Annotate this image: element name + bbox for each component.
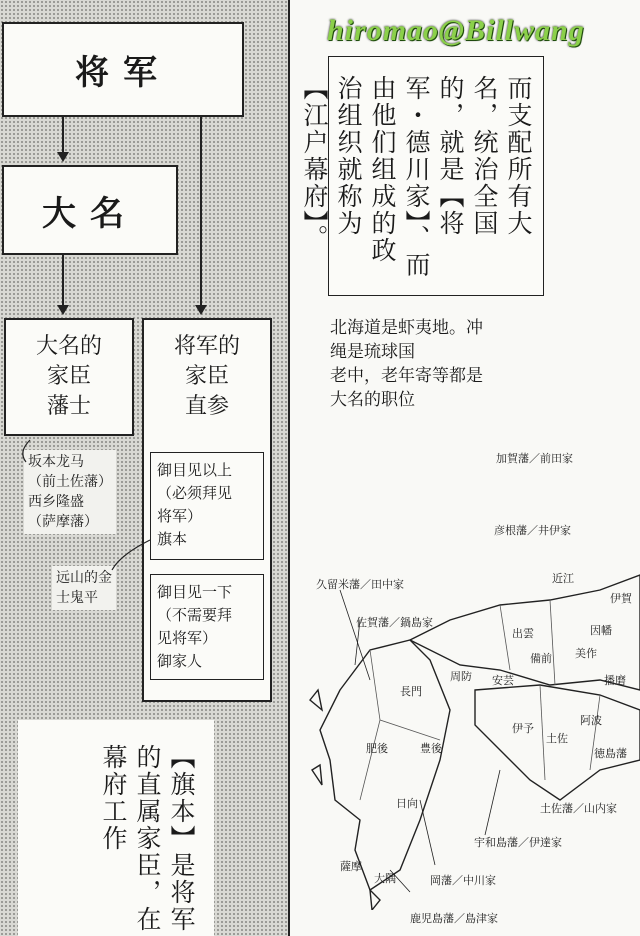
map-region-satsuma: 薩摩: [340, 860, 362, 873]
main-explain-text: 而支配所有大名，统治全国的，就是【将军・德川家】、而由他们组成的政治组织就称为【江户幕府】。: [300, 75, 533, 279]
caption: [330, 316, 483, 412]
hatamoto-line-4: 旗本: [157, 530, 188, 548]
caption-line-3: 老中，老年寄等都是: [330, 366, 483, 386]
map-label-hikone: 彦根藩／井伊家: [494, 524, 571, 537]
hatamoto-line-2: （必须拜见: [157, 484, 233, 502]
islands-outline: [310, 690, 380, 910]
map-label-tosa: 土佐藩／山内家: [540, 802, 617, 815]
caption-line-1: 北海道是虾夷地。冲: [330, 318, 483, 338]
leader-line-oka: [420, 800, 435, 865]
ryoma-note-line-1: 坂本龙马: [28, 454, 84, 470]
hatamoto-explain-box: [18, 720, 214, 936]
toyama-note-line-2: 士鬼平: [56, 590, 98, 606]
map-region-harima: 播磨: [604, 674, 626, 687]
map-region-mimasaka: 美作: [575, 647, 597, 660]
caption-line-4: 大名的职位: [330, 390, 415, 410]
gokenin-line-3: 见将军）: [157, 629, 218, 647]
gokenin-line-4: 御家人: [157, 652, 203, 670]
main-explain-box: [300, 56, 544, 296]
leader-line-kurume: [340, 590, 370, 680]
gokenin-line-1: 御目见一下: [157, 583, 233, 601]
ryoma-note-line-3: 西乡隆盛: [28, 494, 84, 510]
map-region-izumo: 出雲: [512, 627, 534, 640]
leader-line-uwajima: [485, 770, 500, 835]
shogun-retainer-line-3: 直参: [184, 394, 229, 419]
ryoma-note-line-2: （前土佐藩）: [28, 474, 112, 490]
map-label-uwajima: 宇和島藩／伊達家: [474, 836, 562, 849]
kyushu-outline: [320, 640, 450, 890]
map-label-tokushima: 徳島藩: [594, 747, 627, 760]
map-region-nagato: 長門: [400, 685, 422, 698]
shogun-retainer-line-1: 将军的: [173, 334, 240, 359]
map-region-osumi: 大隅: [374, 872, 396, 885]
watermark-logo: hiromao@Billwang: [327, 14, 585, 47]
daimyo-retainer-line-3: 藩士: [46, 394, 91, 419]
map-label-kurume: 久留米藩／田中家: [316, 578, 404, 591]
map-region-tosa: 土佐: [546, 732, 568, 745]
map-region-bungo: 豊後: [420, 742, 442, 755]
caption-line-2: 绳是琉球国: [330, 342, 415, 362]
map-region-iga: 伊賀: [610, 592, 632, 605]
map-region-bizen: 備前: [530, 652, 552, 665]
hatamoto-line-1: 御目见以上: [157, 461, 233, 479]
map-label-kagoshima: 鹿児島藩／島津家: [410, 912, 498, 925]
daimyo-label: 大名: [42, 193, 138, 234]
map-region-suo: 周防: [450, 670, 472, 683]
leader-line-ryoma: [23, 440, 30, 462]
map-region-awa: 阿波: [580, 714, 602, 727]
map-region-higo: 肥後: [366, 742, 388, 755]
org-chart-panel: [0, 0, 290, 936]
gokenin-line-2: （不需要拜: [157, 606, 233, 624]
map-region-iyo: 伊予: [512, 722, 534, 735]
map-region-omi: 近江: [552, 572, 574, 585]
map-label-kaga: 加賀藩／前田家: [496, 452, 573, 465]
map-region-aki: 安芸: [492, 674, 514, 687]
shogun-label: 将军: [75, 53, 171, 93]
shogun-retainer-line-2: 家臣: [184, 364, 229, 389]
hatamoto-explain-text: 【旗本】是将军的直属家臣，在幕府工作: [99, 744, 196, 933]
province-border: [540, 685, 545, 780]
province-border: [360, 650, 380, 800]
map-region-hyuga: 日向: [396, 797, 418, 810]
ryoma-note-line-4: （萨摩藩）: [28, 514, 98, 530]
province-border: [500, 605, 510, 670]
toyama-note-line-1: 远山的金: [56, 570, 112, 586]
map-label-saga: 佐賀藩／鍋島家: [356, 616, 433, 629]
daimyo-retainer-line-2: 家臣: [46, 364, 91, 389]
hatamoto-line-3: 将军）: [157, 507, 203, 525]
map-region-inaba: 因幡: [590, 624, 612, 637]
leader-line-toyama: [112, 540, 150, 570]
map-label-oka: 岡藩／中川家: [430, 874, 496, 887]
province-border: [550, 600, 555, 685]
province-border: [380, 720, 440, 740]
daimyo-retainer-line-1: 大名的: [35, 334, 102, 359]
